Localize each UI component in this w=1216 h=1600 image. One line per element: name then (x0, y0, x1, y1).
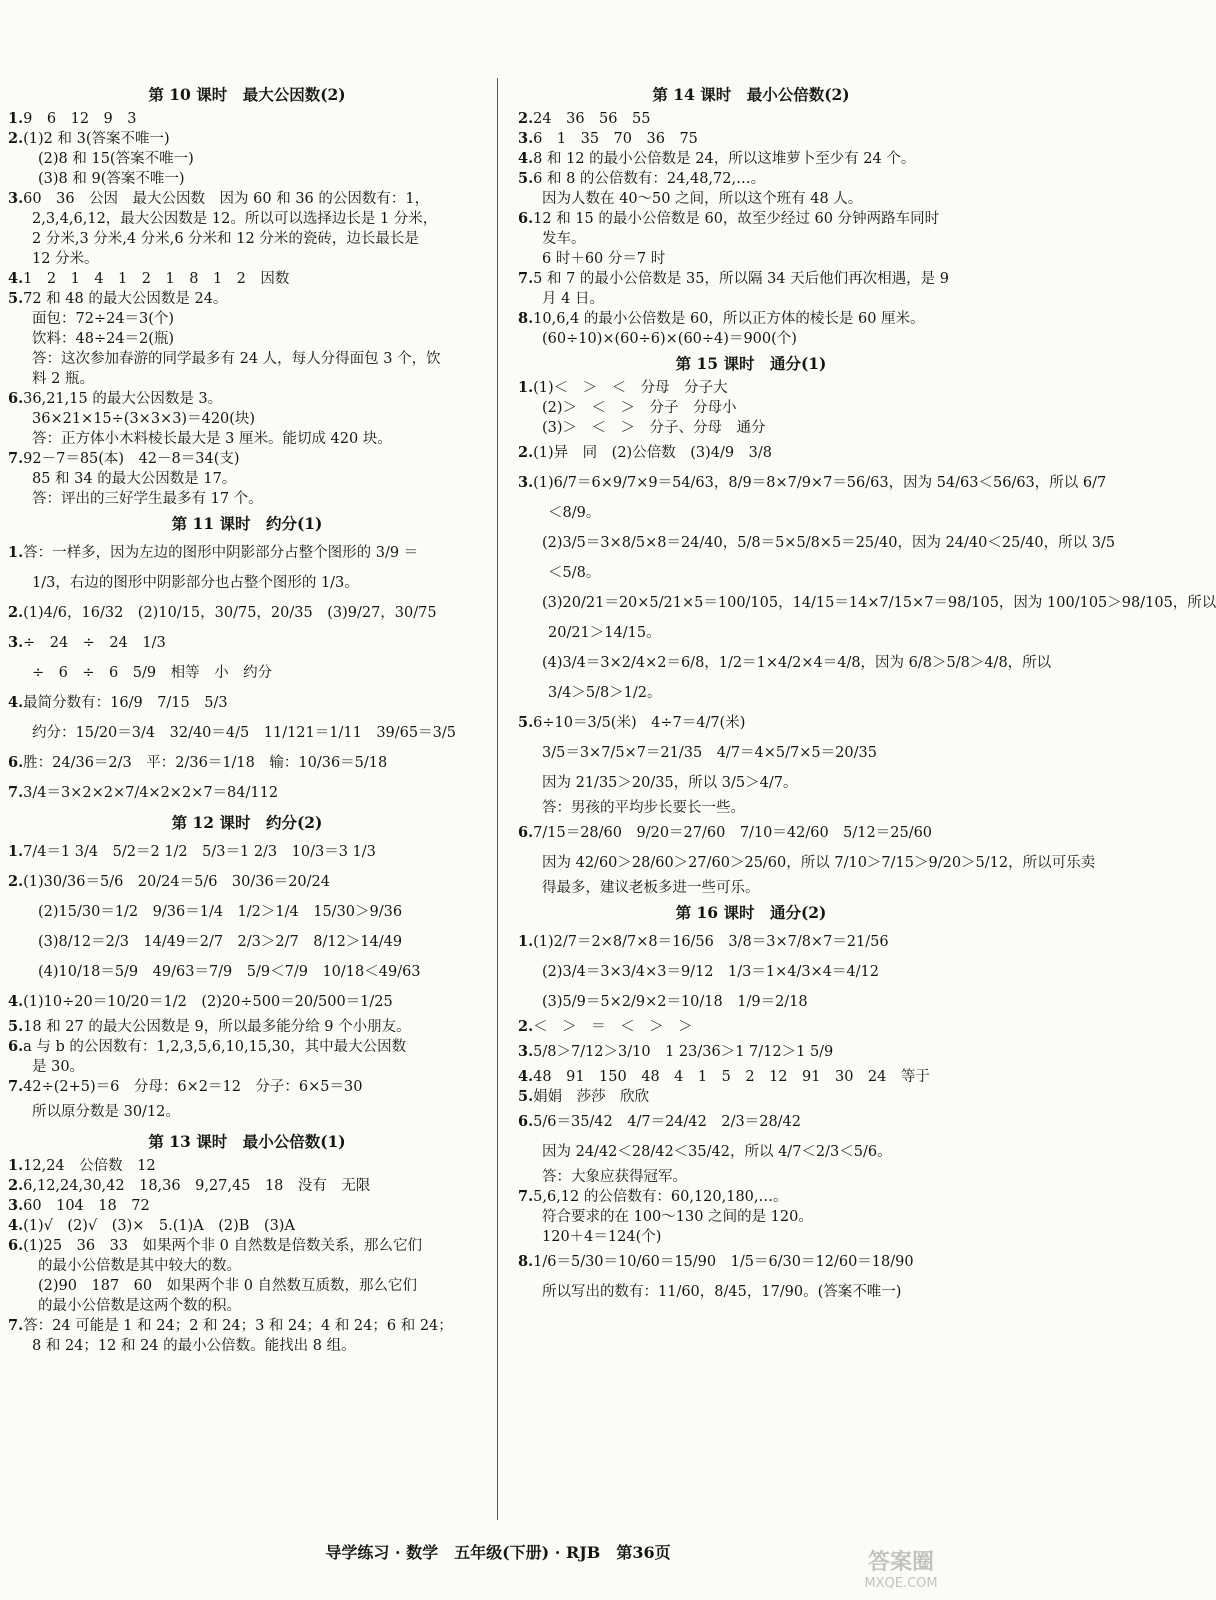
answer-text: 月 4 日。 (542, 291, 604, 307)
answer-line (518, 957, 984, 987)
answer-line (518, 129, 984, 149)
answer-text: 20/21＞14/15。 (548, 625, 661, 641)
answer-text: (3)20/21＝20×5/21×5＝100/105，14/15＝14×7/15×7＝98/105，因为 100/105＞98/105，所以 (542, 595, 1216, 611)
question-number: 3. (518, 474, 534, 491)
answer-text: 36×21×15÷(3×3×3)＝420(块) (32, 411, 256, 427)
answer-text: (4)10/18＝5/9 49/63＝7/9 5/9＜7/9 10/18＜49/63 (38, 964, 421, 980)
question-number: 3. (8, 190, 24, 207)
answer-text: (1)√ (2)√ (3)× 5.(1)A (2)B (3)A (23, 1218, 295, 1234)
answer-text: 60 36 公因 最大公因数 因为 60 和 36 的公因数有：1， (23, 191, 430, 207)
answer-text: (1)异 同 (2)公倍数 (3)4/9 3/8 (533, 445, 772, 461)
answer-line (518, 1037, 984, 1067)
answer-text: 答：大象应获得冠军。 (542, 1169, 687, 1185)
answer-line (8, 189, 486, 209)
answer-text: 答：一样多，因为左边的图形中阴影部分占整个图形的 3/9 ＝ (23, 545, 419, 561)
answer-text: 最简分数有：16/9 7/15 5/3 (23, 695, 228, 711)
answer-text: 答：24 可能是 1 和 24；2 和 24；3 和 24；4 和 24；6 和 24； (23, 1318, 453, 1334)
answer-text: 5 和 7 的最小公倍数是 35，所以隔 34 天后他们再次相遇，是 9 (533, 271, 949, 287)
answer-text: ÷ 24 ÷ 24 1/3 (23, 635, 166, 651)
answer-line (518, 418, 984, 438)
answer-text: 1/3，右边的图形中阴影部分也占整个图形的 1/3。 (32, 575, 359, 591)
page-footer: 导学练习 · 数学 五年级(下册) · RJB 第36页 (325, 1543, 671, 1562)
question-number: 2. (518, 1018, 534, 1035)
answer-line (8, 688, 486, 718)
answer-line (8, 1077, 486, 1097)
question-number: 5. (518, 1088, 534, 1105)
answer-text: (1)2/7＝2×8/7×8＝16/56 3/8＝3×7/8×7＝21/56 (533, 934, 889, 950)
question-number: 5. (518, 714, 534, 731)
answer-text: (3)8 和 9(答案不唯一) (38, 171, 185, 187)
answer-line (518, 1017, 984, 1037)
answer-text: (1)25 36 33 如果两个非 0 自然数是倍数关系，那么它们 (23, 1238, 422, 1254)
answer-line (518, 738, 984, 768)
answer-line (8, 1017, 486, 1037)
question-number: 2. (8, 873, 24, 890)
answer-text: (2)90 187 60 如果两个非 0 自然数互质数，那么它们 (38, 1278, 418, 1294)
answer-line (8, 837, 486, 867)
answer-line (8, 329, 486, 349)
answer-line (518, 329, 984, 349)
answer-line (518, 398, 984, 418)
watermark-text-2: MXQE.COM (864, 1576, 938, 1591)
answer-line (518, 528, 1116, 558)
answer-text: 符合要求的在 100～130 之间的是 120。 (542, 1209, 813, 1225)
answer-line (518, 209, 984, 229)
answer-text: (2)15/30＝1/2 9/36＝1/4 1/2＞1/4 15/30＞9/36 (38, 904, 403, 920)
question-number: 1. (518, 933, 534, 950)
answer-line (8, 149, 486, 169)
answer-text: 因为 42/60＞28/60＞27/60＞25/60，所以 7/10＞7/15＞9/20＞5/12，所以可乐卖 (542, 855, 1096, 871)
answer-line (518, 708, 984, 738)
answer-line (518, 848, 1096, 878)
answer-line (8, 1296, 486, 1316)
answer-text: 的最小公倍数是其中较大的数。 (38, 1258, 241, 1274)
section-title: 第 11 课时 约分(1) (171, 514, 323, 533)
question-number: 1. (8, 544, 24, 561)
answer-text: (1)4/6，16/32 (2)10/15，30/75，20/35 (3)9/27，30/75 (23, 605, 437, 621)
answer-line (518, 109, 984, 129)
answer-line (8, 778, 486, 808)
answer-text: (1)2 和 3(答案不唯一) (23, 131, 170, 147)
answer-text: (1)10÷20＝10/20＝1/2 (2)20÷500＝20/500＝1/25 (23, 994, 393, 1010)
answer-text: (4)3/4＝3×2/4×2＝6/8，1/2＝1×4/2×4＝4/8，因为 6/8＞5/8＞4/8，所以 (542, 655, 1052, 671)
answer-line (518, 648, 1052, 678)
answer-text: ＜5/8。 (548, 565, 601, 581)
answer-text: 2,3,4,6,12，最大公因数是 12。所以可以选择边长是 1 分米， (32, 211, 438, 227)
watermark-text-1: 答案圈 (867, 1550, 935, 1575)
answer-text: 因为人数在 40～50 之间，所以这个班有 48 人。 (542, 191, 863, 207)
answer-line (518, 378, 984, 398)
answer-line (8, 389, 486, 409)
question-number: 7. (518, 270, 534, 287)
answer-text: 6,12,24,30,42 18,36 9,27,45 18 没有 无限 (23, 1178, 371, 1194)
answer-line (8, 469, 486, 489)
question-number: 4. (8, 993, 24, 1010)
section-title: 第 15 课时 通分(1) (675, 354, 827, 373)
answer-text: 12,24 公倍数 12 (23, 1158, 156, 1174)
left-column (8, 80, 486, 1356)
answer-line (518, 169, 984, 189)
question-number: 3. (8, 1197, 24, 1214)
answer-line (8, 1057, 486, 1077)
answer-text: (2)＞ ＜ ＞ 分子 分母小 (542, 400, 737, 416)
answer-line (8, 748, 486, 778)
answer-text: 答：男孩的平均步长要长一些。 (542, 800, 745, 816)
answer-text: (3)＞ ＜ ＞ 分子、分母 通分 (542, 420, 766, 436)
answer-line (8, 718, 486, 748)
answer-text: 5/6＝35/42 4/7＝24/42 2/3＝28/42 (533, 1114, 802, 1130)
question-number: 7. (8, 784, 24, 801)
answer-line (8, 897, 486, 927)
question-number: 4. (8, 1217, 24, 1234)
question-number: 8. (518, 1253, 534, 1270)
answer-line (8, 927, 486, 957)
answer-text: 72 和 48 的最大公因数是 24。 (23, 291, 228, 307)
answer-text: 6÷10＝3/5(米) 4÷7＝4/7(米) (533, 715, 746, 731)
answer-text: 92－7＝85(本) 42－8＝34(支) (23, 451, 240, 467)
answer-text: (3)8/12＝2/3 14/49＝2/7 2/3＞2/7 8/12＞14/49 (38, 934, 403, 950)
answer-line (8, 1196, 486, 1216)
answer-line (8, 598, 486, 628)
answer-line (518, 768, 984, 798)
answer-line (518, 229, 984, 249)
answer-line (518, 1277, 984, 1307)
answer-line (8, 429, 486, 449)
answer-line (8, 249, 486, 269)
answer-line (8, 1216, 486, 1236)
answer-text: 7/15＝28/60 9/20＝27/60 7/10＝42/60 5/12＝25/60 (533, 825, 933, 841)
answer-line (8, 169, 486, 189)
answer-line (518, 618, 984, 648)
question-number: 6. (518, 1113, 534, 1130)
question-number: 5. (518, 170, 534, 187)
answer-line (518, 1087, 984, 1107)
answer-line (8, 1037, 486, 1057)
answer-line (8, 269, 486, 289)
answer-text: 12 和 15 的最小公倍数是 60，故至少经过 60 分钟两路车同时 (533, 211, 940, 227)
answer-text: 3/5＝3×7/5×7＝21/35 4/7＝4×5/7×5＝20/35 (542, 745, 877, 761)
question-number: 6. (518, 824, 534, 841)
answer-line (518, 558, 984, 588)
answer-line (518, 438, 984, 468)
section-title: 第 10 课时 最大公因数(2) (148, 85, 346, 104)
question-number: 4. (518, 150, 534, 167)
answer-line (8, 957, 486, 987)
answer-text: ÷ 6 ÷ 6 5/9 相等 小 约分 (32, 665, 273, 681)
answer-line (8, 109, 486, 129)
question-number: 5. (8, 290, 24, 307)
answer-text: 约分：15/20＝3/4 32/40＝4/5 11/121＝1/11 39/65＝3/5 (32, 725, 456, 741)
answer-line (8, 628, 486, 658)
answer-text: 因为 24/42＜28/42＜35/42，所以 4/7＜2/3＜5/6。 (542, 1144, 892, 1160)
question-number: 5. (8, 1018, 24, 1035)
question-number: 3. (518, 1043, 534, 1060)
answer-line (8, 209, 486, 229)
answer-text: (1)＜ ＞ ＜ 分母 分子大 (533, 380, 728, 396)
question-number: 7. (8, 1317, 24, 1334)
question-number: 2. (8, 604, 24, 621)
answer-text: (2)8 和 15(答案不唯一) (38, 151, 194, 167)
answer-text: 饮料：48÷24＝2(瓶) (32, 331, 175, 347)
answer-line (8, 309, 486, 329)
answer-text: 18 和 27 的最大公因数是 9，所以最多能分给 9 个小朋友。 (23, 1019, 411, 1035)
answer-line (8, 1276, 486, 1296)
answer-text: (60÷10)×(60÷6)×(60÷4)＝900(个) (542, 331, 797, 347)
answer-text: 12 分米。 (32, 251, 99, 267)
answer-text: 1/6＝5/30＝10/60＝15/90 1/5＝6/30＝12/60＝18/90 (533, 1254, 914, 1270)
answer-text: a 与 b 的公因数有：1,2,3,5,6,10,15,30，其中最大公因数 (23, 1039, 407, 1055)
answer-line (518, 987, 984, 1017)
answer-line (8, 538, 486, 568)
answer-text: 的最小公倍数是这两个数的积。 (38, 1298, 241, 1314)
answer-text: 面包：72÷24＝3(个) (32, 311, 175, 327)
answer-line (518, 878, 984, 898)
answer-line (518, 468, 1107, 498)
question-number: 1. (8, 843, 24, 860)
answer-text: 8 和 12 的最小公倍数是 24，所以这堆萝卜至少有 24 个。 (533, 151, 916, 167)
answer-line (518, 1187, 984, 1207)
answer-line (8, 568, 486, 598)
question-number: 1. (8, 1157, 24, 1174)
answer-line (518, 1167, 984, 1187)
answer-text: 3/4＞5/8＞1/2。 (548, 685, 662, 701)
question-number: 2. (518, 444, 534, 461)
answer-line (518, 588, 1216, 618)
question-number: 7. (8, 450, 24, 467)
answer-text: 6 1 35 70 36 75 (533, 131, 698, 147)
answer-line (518, 818, 984, 848)
answer-line (8, 867, 486, 897)
answer-line (8, 658, 486, 688)
answer-line (518, 309, 984, 329)
question-number: 1. (518, 379, 534, 396)
answer-text: 9 6 12 9 3 (23, 111, 137, 127)
section-title: 第 14 课时 最小公倍数(2) (652, 85, 850, 104)
question-number: 4. (518, 1068, 534, 1085)
answer-line (8, 289, 486, 309)
answer-text: 所以原分数是 30/12。 (32, 1104, 180, 1120)
answer-line (8, 1236, 486, 1256)
answer-text: 6 和 8 的公倍数有：24,48,72,…。 (533, 171, 766, 187)
question-number: 8. (518, 310, 534, 327)
question-number: 4. (8, 270, 24, 287)
answer-text: 2 分米,3 分米,4 分米,6 分米和 12 分米的瓷砖，边长最长是 (32, 231, 419, 247)
question-number: 3. (518, 130, 534, 147)
answer-text: (3)5/9＝5×2/9×2＝10/18 1/9＝2/18 (542, 994, 808, 1010)
answer-text: 42÷(2+5)＝6 分母：6×2＝12 分子：6×5＝30 (23, 1079, 363, 1095)
answer-text: 得最多，建议老板多进一些可乐。 (542, 880, 760, 896)
question-number: 2. (8, 130, 24, 147)
question-number: 6. (8, 754, 24, 771)
answer-text: 答：评出的三好学生最多有 17 个。 (32, 491, 263, 507)
answer-line (518, 1247, 984, 1277)
answer-line (8, 1156, 486, 1176)
question-number: 1. (8, 110, 24, 127)
answer-text: 120＋4＝124(个) (542, 1229, 662, 1245)
answer-text: 5,6,12 的公倍数有：60,120,180,…。 (533, 1189, 788, 1205)
answer-line (8, 129, 486, 149)
answer-text: 因为 21/35＞20/35，所以 3/5＞4/7。 (542, 775, 798, 791)
question-number: 2. (518, 110, 534, 127)
section-title: 第 16 课时 通分(2) (675, 903, 827, 922)
answer-text: (1)6/7＝6×9/7×9＝54/63，8/9＝8×7/9×7＝56/63，因为 54/63＜56/63，所以 6/7 (533, 475, 1107, 491)
question-number: 2. (8, 1177, 24, 1194)
answer-text: (2)3/4＝3×3/4×3＝9/12 1/3＝1×4/3×4＝4/12 (542, 964, 880, 980)
answer-text: (2)3/5＝3×8/5×8＝24/40，5/8＝5×5/8×5＝25/40，因为 24/40＜25/40，所以 3/5 (542, 535, 1116, 551)
answer-line (518, 1067, 984, 1087)
answer-text: 料 2 瓶。 (32, 371, 94, 387)
answer-text: 48 91 150 48 4 1 5 2 12 91 30 24 等于 (533, 1069, 930, 1085)
answer-line (8, 1316, 486, 1336)
question-number: 6. (8, 1237, 24, 1254)
question-number: 6. (518, 210, 534, 227)
question-number: 6. (8, 390, 24, 407)
answer-text: 是 30。 (32, 1059, 85, 1075)
answer-text: 发车。 (542, 231, 586, 247)
answer-text: 3/4＝3×2×2×7/4×2×2×7＝84/112 (23, 785, 279, 801)
question-number: 7. (518, 1188, 534, 1205)
answer-line (518, 149, 984, 169)
answer-text: ＜8/9。 (548, 505, 601, 521)
section-title: 第 12 课时 约分(2) (171, 813, 323, 832)
answer-line (518, 927, 984, 957)
answer-line (8, 1097, 486, 1127)
answer-line (8, 449, 486, 469)
answer-line (8, 369, 486, 389)
answer-line (518, 249, 984, 269)
answer-text: 胜：24/36＝2/3 平：2/36＝1/18 输：10/36＝5/18 (23, 755, 388, 771)
column-divider (497, 78, 498, 1520)
answer-text: 娟娟 莎莎 欣欣 (533, 1089, 650, 1105)
question-number: 7. (8, 1078, 24, 1095)
question-number: 6. (8, 1038, 24, 1055)
section-title: 第 13 课时 最小公倍数(1) (148, 1132, 346, 1151)
answer-line (8, 1176, 486, 1196)
answer-line (8, 409, 486, 429)
answer-line (518, 678, 984, 708)
answer-text: 85 和 34 的最大公因数是 17。 (32, 471, 237, 487)
answer-line (518, 1137, 984, 1167)
answer-line (518, 189, 984, 209)
answer-text: 答：这次参加春游的同学最多有 24 人，每人分得面包 3 个，饮 (32, 351, 441, 367)
answer-text: 60 104 18 72 (23, 1198, 150, 1214)
answer-line (518, 1207, 984, 1227)
answer-line (8, 987, 486, 1017)
answer-text: 10,6,4 的最小公倍数是 60，所以正方体的棱长是 60 厘米。 (533, 311, 925, 327)
answer-text: 7/4＝1 3/4 5/2＝2 1/2 5/3＝1 2/3 10/3＝3 1/3 (23, 844, 376, 860)
answer-line (8, 229, 486, 249)
answer-line (518, 498, 984, 528)
answer-text: 5/8＞7/12＞3/10 1 23/36＞1 7/12＞1 5/9 (533, 1044, 834, 1060)
question-number: 3. (8, 634, 24, 651)
answer-line (8, 1256, 486, 1276)
question-number: 4. (8, 694, 24, 711)
answer-text: 36,21,15 的最大公因数是 3。 (23, 391, 223, 407)
answer-line (518, 1227, 984, 1247)
answer-text: 6 时＋60 分＝7 时 (542, 251, 666, 267)
answer-line (8, 349, 486, 369)
answer-text: 1 2 1 4 1 2 1 8 1 2 因数 (23, 271, 290, 287)
answer-text: ＜ ＞ ＝ ＜ ＞ ＞ (533, 1019, 693, 1035)
watermark-logo (826, 1545, 976, 1591)
answer-text: 8 和 24；12 和 24 的最小公倍数。能找出 8 组。 (32, 1338, 356, 1354)
answer-text: 24 36 56 55 (533, 111, 651, 127)
answer-line (518, 1107, 984, 1137)
answer-line (8, 489, 486, 509)
answer-text: 所以写出的数有：11/60，8/45，17/90。(答案不唯一) (542, 1284, 902, 1300)
right-column (518, 80, 1216, 1307)
answer-line (518, 269, 984, 289)
answer-text: (1)30/36＝5/6 20/24＝5/6 30/36＝20/24 (23, 874, 330, 890)
answer-text: 答：正方体小木料棱长最大是 3 厘米。能切成 420 块。 (32, 431, 392, 447)
answer-line (8, 1336, 486, 1356)
answer-line (518, 798, 984, 818)
answer-line (518, 289, 984, 309)
